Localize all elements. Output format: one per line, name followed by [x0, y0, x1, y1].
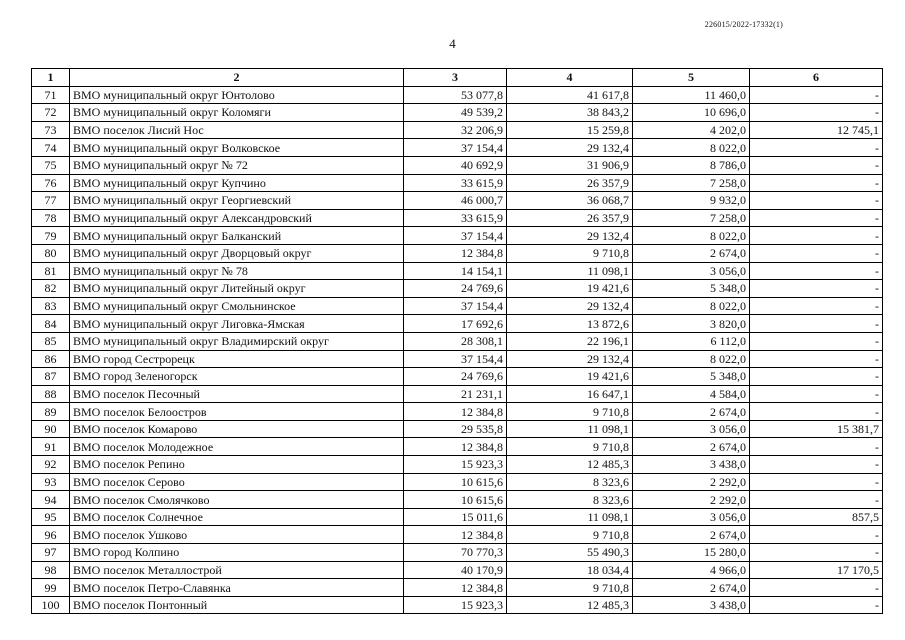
value-col6-cell: -	[750, 403, 883, 421]
column-header: 6	[750, 69, 883, 87]
municipality-name-cell: ВМО муниципальный округ Владимирский округ	[70, 332, 404, 350]
value-col6-cell: -	[750, 368, 883, 386]
value-col6-cell: -	[750, 244, 883, 262]
value-col4-cell: 19 421,6	[507, 368, 633, 386]
value-col5-cell: 2 674,0	[633, 403, 750, 421]
value-col4-cell: 9 710,8	[507, 244, 633, 262]
value-col6-cell: -	[750, 86, 883, 104]
value-col5-cell: 8 022,0	[633, 297, 750, 315]
row-number-cell: 74	[32, 139, 70, 157]
value-col5-cell: 2 674,0	[633, 244, 750, 262]
table-row	[32, 104, 883, 122]
value-col4-cell: 8 323,6	[507, 473, 633, 491]
value-col3-cell: 15 923,3	[404, 456, 507, 474]
value-col6-cell: -	[750, 456, 883, 474]
table-row	[32, 315, 883, 333]
municipality-name-cell: ВМО город Зеленогорск	[70, 368, 404, 386]
value-col6-cell: -	[750, 315, 883, 333]
row-number-cell: 96	[32, 526, 70, 544]
municipality-name-cell: ВМО поселок Комарово	[70, 420, 404, 438]
municipality-name-cell: ВМО город Сестрорецк	[70, 350, 404, 368]
value-col3-cell: 10 615,6	[404, 491, 507, 509]
value-col5-cell: 5 348,0	[633, 280, 750, 298]
table-row	[32, 544, 883, 562]
row-number-cell: 79	[32, 227, 70, 245]
value-col6-cell: -	[750, 139, 883, 157]
value-col5-cell: 10 696,0	[633, 104, 750, 122]
value-col6-cell: -	[750, 579, 883, 597]
row-number-cell: 77	[32, 192, 70, 210]
table-row	[32, 156, 883, 174]
municipality-name-cell: ВМО поселок Серово	[70, 473, 404, 491]
value-col5-cell: 2 292,0	[633, 491, 750, 509]
value-col3-cell: 10 615,6	[404, 473, 507, 491]
value-col3-cell: 21 231,1	[404, 385, 507, 403]
value-col5-cell: 7 258,0	[633, 209, 750, 227]
value-col6-cell: -	[750, 544, 883, 562]
table-row	[32, 209, 883, 227]
row-number-cell: 72	[32, 104, 70, 122]
value-col3-cell: 53 077,8	[404, 86, 507, 104]
value-col6-cell: -	[750, 192, 883, 210]
value-col3-cell: 28 308,1	[404, 332, 507, 350]
row-number-cell: 82	[32, 280, 70, 298]
row-number-cell: 93	[32, 473, 70, 491]
municipality-name-cell: ВМО поселок Металлострой	[70, 561, 404, 579]
value-col3-cell: 15 923,3	[404, 596, 507, 614]
table-row	[32, 332, 883, 350]
value-col3-cell: 33 615,9	[404, 174, 507, 192]
municipality-name-cell: ВМО поселок Солнечное	[70, 508, 404, 526]
table-row	[32, 174, 883, 192]
value-col6-cell: 12 745,1	[750, 121, 883, 139]
value-col3-cell: 12 384,8	[404, 526, 507, 544]
municipality-name-cell: ВМО поселок Репино	[70, 456, 404, 474]
municipality-name-cell: ВМО муниципальный округ Лиговка-Ямская	[70, 315, 404, 333]
municipality-name-cell: ВМО муниципальный округ Купчино	[70, 174, 404, 192]
municipality-name-cell: ВМО поселок Белоостров	[70, 403, 404, 421]
value-col5-cell: 8 022,0	[633, 227, 750, 245]
municipality-name-cell: ВМО поселок Понтонный	[70, 596, 404, 614]
table-row	[32, 86, 883, 104]
municipality-name-cell: ВМО муниципальный округ Коломяги	[70, 104, 404, 122]
value-col4-cell: 9 710,8	[507, 438, 633, 456]
municipality-name-cell: ВМО поселок Смолячково	[70, 491, 404, 509]
value-col5-cell: 2 674,0	[633, 438, 750, 456]
table-row	[32, 526, 883, 544]
value-col5-cell: 4 202,0	[633, 121, 750, 139]
column-header: 1	[32, 69, 70, 87]
value-col5-cell: 2 292,0	[633, 473, 750, 491]
value-col6-cell: -	[750, 385, 883, 403]
table-row	[32, 420, 883, 438]
page-number: 4	[449, 36, 456, 51]
header-row	[32, 69, 883, 87]
row-number-cell: 76	[32, 174, 70, 192]
value-col3-cell: 37 154,4	[404, 350, 507, 368]
value-col4-cell: 15 259,8	[507, 121, 633, 139]
value-col5-cell: 3 056,0	[633, 508, 750, 526]
value-col6-cell: -	[750, 227, 883, 245]
value-col5-cell: 2 674,0	[633, 526, 750, 544]
row-number-cell: 80	[32, 244, 70, 262]
row-number-cell: 83	[32, 297, 70, 315]
value-col4-cell: 41 617,8	[507, 86, 633, 104]
table-body	[32, 86, 883, 614]
value-col5-cell: 4 966,0	[633, 561, 750, 579]
table-row	[32, 473, 883, 491]
value-col4-cell: 13 872,6	[507, 315, 633, 333]
municipality-name-cell: ВМО муниципальный округ № 72	[70, 156, 404, 174]
value-col3-cell: 37 154,4	[404, 139, 507, 157]
row-number-cell: 73	[32, 121, 70, 139]
column-header: 4	[507, 69, 633, 87]
row-number-cell: 91	[32, 438, 70, 456]
table-row	[32, 297, 883, 315]
row-number-cell: 85	[32, 332, 70, 350]
value-col3-cell: 24 769,6	[404, 280, 507, 298]
value-col3-cell: 40 170,9	[404, 561, 507, 579]
value-col5-cell: 7 258,0	[633, 174, 750, 192]
value-col6-cell: -	[750, 262, 883, 280]
value-col4-cell: 22 196,1	[507, 332, 633, 350]
table-row	[32, 262, 883, 280]
municipality-name-cell: ВМО поселок Молодежное	[70, 438, 404, 456]
value-col5-cell: 3 056,0	[633, 420, 750, 438]
value-col3-cell: 12 384,8	[404, 579, 507, 597]
document-id: 226015/2022-17332(1)	[704, 20, 783, 29]
municipality-name-cell: ВМО муниципальный округ № 78	[70, 262, 404, 280]
table-row	[32, 192, 883, 210]
value-col4-cell: 36 068,7	[507, 192, 633, 210]
value-col5-cell: 3 438,0	[633, 456, 750, 474]
table-row	[32, 403, 883, 421]
value-col3-cell: 46 000,7	[404, 192, 507, 210]
value-col4-cell: 18 034,4	[507, 561, 633, 579]
value-col6-cell: -	[750, 332, 883, 350]
value-col3-cell: 12 384,8	[404, 244, 507, 262]
value-col4-cell: 26 357,9	[507, 174, 633, 192]
municipality-name-cell: ВМО поселок Лисий Нос	[70, 121, 404, 139]
municipality-name-cell: ВМО поселок Песочный	[70, 385, 404, 403]
municipality-name-cell: ВМО поселок Петро-Славянка	[70, 579, 404, 597]
value-col6-cell: 17 170,5	[750, 561, 883, 579]
row-number-cell: 92	[32, 456, 70, 474]
table-row	[32, 456, 883, 474]
row-number-cell: 86	[32, 350, 70, 368]
value-col5-cell: 15 280,0	[633, 544, 750, 562]
value-col3-cell: 24 769,6	[404, 368, 507, 386]
row-number-cell: 99	[32, 579, 70, 597]
row-number-cell: 84	[32, 315, 70, 333]
table-row	[32, 491, 883, 509]
value-col3-cell: 29 535,8	[404, 420, 507, 438]
value-col4-cell: 12 485,3	[507, 596, 633, 614]
table-row	[32, 508, 883, 526]
row-number-cell: 75	[32, 156, 70, 174]
value-col5-cell: 4 584,0	[633, 385, 750, 403]
value-col4-cell: 29 132,4	[507, 227, 633, 245]
budget-table	[31, 68, 883, 614]
value-col5-cell: 3 820,0	[633, 315, 750, 333]
row-number-cell: 95	[32, 508, 70, 526]
value-col6-cell: -	[750, 209, 883, 227]
value-col4-cell: 55 490,3	[507, 544, 633, 562]
municipality-name-cell: ВМО муниципальный округ Волковское	[70, 139, 404, 157]
table-row	[32, 368, 883, 386]
table-row	[32, 227, 883, 245]
value-col6-cell: -	[750, 491, 883, 509]
value-col3-cell: 33 615,9	[404, 209, 507, 227]
value-col4-cell: 11 098,1	[507, 508, 633, 526]
row-number-cell: 100	[32, 596, 70, 614]
value-col4-cell: 31 906,9	[507, 156, 633, 174]
value-col3-cell: 12 384,8	[404, 438, 507, 456]
value-col5-cell: 8 022,0	[633, 139, 750, 157]
value-col6-cell: 15 381,7	[750, 420, 883, 438]
value-col3-cell: 40 692,9	[404, 156, 507, 174]
value-col6-cell: -	[750, 156, 883, 174]
value-col4-cell: 11 098,1	[507, 262, 633, 280]
value-col4-cell: 9 710,8	[507, 403, 633, 421]
row-number-cell: 97	[32, 544, 70, 562]
table-row	[32, 596, 883, 614]
value-col5-cell: 9 932,0	[633, 192, 750, 210]
column-header: 3	[404, 69, 507, 87]
municipality-name-cell: ВМО муниципальный округ Георгиевский	[70, 192, 404, 210]
value-col5-cell: 8 786,0	[633, 156, 750, 174]
value-col6-cell: -	[750, 174, 883, 192]
value-col3-cell: 37 154,4	[404, 297, 507, 315]
value-col3-cell: 49 539,2	[404, 104, 507, 122]
row-number-cell: 78	[32, 209, 70, 227]
table-row	[32, 385, 883, 403]
table-row	[32, 280, 883, 298]
municipality-name-cell: ВМО поселок Ушково	[70, 526, 404, 544]
row-number-cell: 94	[32, 491, 70, 509]
value-col5-cell: 2 674,0	[633, 579, 750, 597]
municipality-name-cell: ВМО муниципальный округ Литейный округ	[70, 280, 404, 298]
value-col6-cell: -	[750, 596, 883, 614]
value-col3-cell: 32 206,9	[404, 121, 507, 139]
value-col4-cell: 38 843,2	[507, 104, 633, 122]
row-number-cell: 81	[32, 262, 70, 280]
value-col3-cell: 70 770,3	[404, 544, 507, 562]
value-col4-cell: 11 098,1	[507, 420, 633, 438]
row-number-cell: 89	[32, 403, 70, 421]
value-col3-cell: 14 154,1	[404, 262, 507, 280]
column-header: 5	[633, 69, 750, 87]
value-col6-cell: -	[750, 473, 883, 491]
municipality-name-cell: ВМО муниципальный округ Смольнинское	[70, 297, 404, 315]
table-row	[32, 438, 883, 456]
value-col4-cell: 29 132,4	[507, 297, 633, 315]
value-col6-cell: -	[750, 526, 883, 544]
value-col5-cell: 3 056,0	[633, 262, 750, 280]
row-number-cell: 98	[32, 561, 70, 579]
value-col5-cell: 8 022,0	[633, 350, 750, 368]
row-number-cell: 90	[32, 420, 70, 438]
value-col5-cell: 3 438,0	[633, 596, 750, 614]
table-row	[32, 561, 883, 579]
value-col6-cell: -	[750, 438, 883, 456]
municipality-name-cell: ВМО муниципальный округ Юнтолово	[70, 86, 404, 104]
value-col3-cell: 15 011,6	[404, 508, 507, 526]
value-col4-cell: 8 323,6	[507, 491, 633, 509]
table-row	[32, 244, 883, 262]
value-col3-cell: 37 154,4	[404, 227, 507, 245]
value-col4-cell: 29 132,4	[507, 139, 633, 157]
value-col6-cell: 857,5	[750, 508, 883, 526]
table-row	[32, 139, 883, 157]
value-col6-cell: -	[750, 350, 883, 368]
table-row	[32, 121, 883, 139]
municipality-name-cell: ВМО муниципальный округ Александровский	[70, 209, 404, 227]
value-col5-cell: 11 460,0	[633, 86, 750, 104]
value-col6-cell: -	[750, 297, 883, 315]
value-col4-cell: 26 357,9	[507, 209, 633, 227]
value-col4-cell: 29 132,4	[507, 350, 633, 368]
row-number-cell: 87	[32, 368, 70, 386]
table-row	[32, 579, 883, 597]
value-col4-cell: 16 647,1	[507, 385, 633, 403]
value-col6-cell: -	[750, 104, 883, 122]
value-col4-cell: 12 485,3	[507, 456, 633, 474]
table-row	[32, 350, 883, 368]
value-col4-cell: 19 421,6	[507, 280, 633, 298]
value-col4-cell: 9 710,8	[507, 526, 633, 544]
value-col5-cell: 5 348,0	[633, 368, 750, 386]
value-col3-cell: 17 692,6	[404, 315, 507, 333]
column-header: 2	[70, 69, 404, 87]
value-col5-cell: 6 112,0	[633, 332, 750, 350]
row-number-cell: 88	[32, 385, 70, 403]
row-number-cell: 71	[32, 86, 70, 104]
value-col4-cell: 9 710,8	[507, 579, 633, 597]
value-col6-cell: -	[750, 280, 883, 298]
municipality-name-cell: ВМО муниципальный округ Балканский	[70, 227, 404, 245]
municipality-name-cell: ВМО муниципальный округ Дворцовый округ	[70, 244, 404, 262]
municipality-name-cell: ВМО город Колпино	[70, 544, 404, 562]
value-col3-cell: 12 384,8	[404, 403, 507, 421]
